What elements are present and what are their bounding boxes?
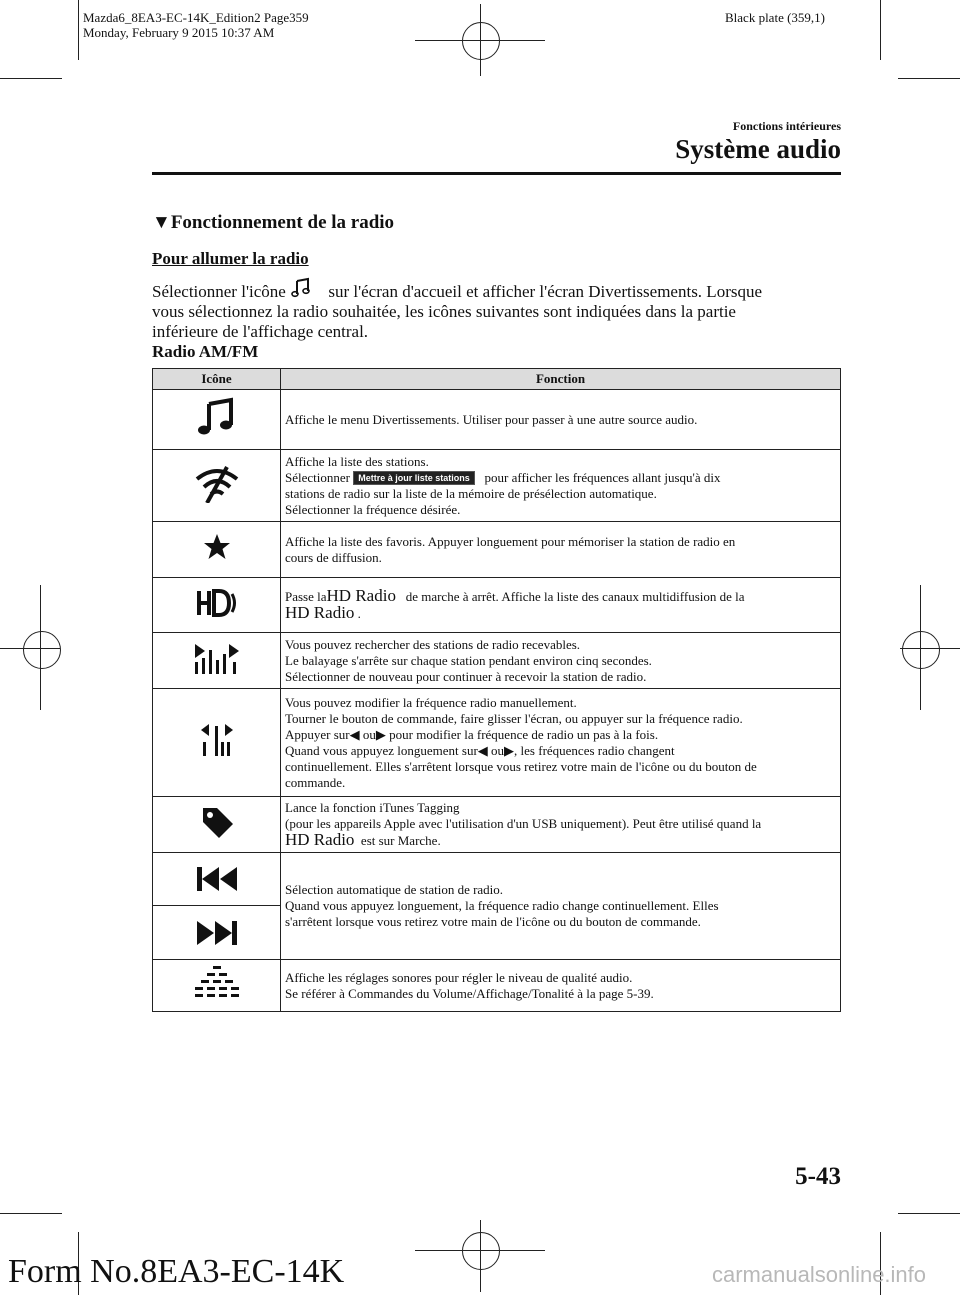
section-heading-text: Fonctionnement de la radio — [170, 212, 395, 233]
arrow-left-icon: ◀ — [349, 726, 360, 742]
desc-line: Affiche le menu Divertissements. Utiliser pour passer à une autre source audio. — [285, 411, 698, 427]
desc-line: (pour les appareils Apple avec l'utilisation d'un USB uniquement). Peut être utilisé quand la — [285, 816, 762, 831]
desc-line: Quand vous appuyez longuement, la fréquence radio change continuellement. Elles — [285, 898, 719, 913]
desc-prefix: Passe la — [285, 589, 327, 604]
desc-suffix: pour afficher les fréquences allant jusqu'à dix — [484, 469, 721, 485]
desc-line: Affiche les réglages sonores pour régler le niveau de qualité audio. — [285, 969, 633, 985]
table-row — [153, 689, 841, 797]
print-meta-date: Monday, February 9 2015 10:37 AM — [83, 25, 275, 40]
intro-text-a: Sélectionner l'icône — [152, 282, 286, 301]
desc-text: , les fréquences radio changent — [514, 742, 675, 758]
watermark: carmanualsonline.info — [712, 1262, 927, 1287]
desc-prefix: Sélectionner — [285, 469, 350, 485]
table-row — [153, 450, 841, 522]
desc-line: commande. — [285, 774, 346, 790]
section-marker: ▼ — [152, 212, 171, 233]
hd-radio-logo: HD Radio — [285, 603, 355, 622]
running-header-section: Fonctions intérieures — [732, 119, 841, 133]
desc-line: Vous pouvez rechercher des stations de radio recevables. — [285, 636, 581, 652]
desc-line: cours de diffusion. — [285, 549, 382, 565]
seek-forward-icon — [153, 906, 280, 959]
running-header-title: Système audio — [675, 134, 841, 164]
table-row — [153, 390, 841, 450]
table-header-row — [153, 369, 841, 390]
manual-tune-icon — [153, 689, 281, 797]
intro-text-line3: inférieure de l'affichage central. — [152, 322, 369, 341]
desc-line: continuellement. Elles s'arrêtent lorsque vous retirez votre main de l'icône ou du bouton de — [285, 758, 757, 774]
desc-line — [285, 727, 836, 743]
desc-line — [285, 470, 836, 486]
desc-line — [285, 743, 836, 759]
row-description — [281, 578, 841, 633]
desc-line: Tourner le bouton de commande, faire glisser l'écran, ou appuyer sur la fréquence radio. — [285, 710, 743, 726]
row-description — [281, 390, 841, 450]
table-row — [153, 578, 841, 633]
sound-settings-icon — [153, 960, 281, 1012]
desc-line: Affiche la liste des favoris. Appuyer longuement pour mémoriser la station de radio en — [285, 533, 736, 549]
desc-suffix: est sur Marche. — [360, 833, 441, 848]
row-description — [281, 853, 841, 960]
desc-line: Sélectionner la fréquence désirée. — [285, 501, 461, 517]
music-note-icon — [290, 277, 312, 299]
desc-line: Se référer à Commandes du Volume/Affichage/Tonalité à la page 5-39. — [285, 985, 654, 1001]
desc-line: Sélection automatique de station de radio. — [285, 882, 504, 897]
seek-back-icon — [153, 853, 280, 906]
print-meta-file: Mazda6_8EA3-EC-14K_Edition2 Page359 — [83, 10, 309, 25]
row-description — [281, 633, 841, 689]
seek-icons — [153, 853, 281, 960]
col-icon-header: Icône — [153, 369, 281, 390]
star-icon — [153, 522, 281, 578]
header-rule — [152, 172, 841, 175]
desc-line — [285, 605, 836, 622]
intro-text-b: sur l'écran d'accueil et afficher l'écran Divertissements. Lorsque — [328, 282, 763, 301]
update-station-list-button[interactable]: Mettre à jour liste stations — [353, 471, 475, 485]
mode-label: Radio AM/FM — [152, 342, 259, 361]
desc-middle: de marche à arrêt. Affiche la liste des canaux multidiffusion de la — [405, 589, 745, 604]
desc-text: Quand vous appuyez longuement sur — [285, 742, 478, 758]
hd-radio-icon — [153, 578, 281, 633]
arrow-right-icon: ▶ — [375, 726, 386, 742]
table-row — [153, 797, 841, 853]
print-meta — [83, 10, 309, 40]
form-number: Form No.8EA3-EC-14K — [8, 1253, 345, 1290]
tag-icon — [153, 797, 281, 853]
row-description — [281, 450, 841, 522]
desc-line: Sélectionner de nouveau pour continuer à recevoir la station de radio. — [285, 668, 647, 684]
intro-text-line2: vous sélectionnez la radio souhaitée, les icônes suivantes sont indiquées dans la partie — [152, 302, 736, 321]
table-row — [153, 633, 841, 689]
desc-line: Vous pouvez modifier la fréquence radio manuellement. — [285, 694, 577, 710]
row-description — [281, 960, 841, 1012]
desc-text: ou — [491, 742, 505, 758]
desc-line — [285, 832, 836, 849]
table-row — [153, 853, 841, 960]
subheading: Pour allumer la radio — [152, 249, 309, 268]
desc-line: s'arrêtent lorsque vous retirez votre main de l'icône ou du bouton de commande. — [285, 914, 701, 929]
desc-line: Affiche la liste des stations. — [285, 453, 429, 469]
hd-radio-logo: HD Radio — [285, 830, 355, 849]
station-list-icon — [153, 450, 281, 522]
arrow-left-icon: ◀ — [477, 742, 488, 758]
plate-label: Black plate (359,1) — [725, 10, 825, 25]
page-number: 5-43 — [795, 1163, 841, 1190]
row-description — [281, 797, 841, 853]
desc-suffix: . — [357, 606, 361, 621]
desc-line: stations de radio sur la liste de la mémoire de présélection automatique. — [285, 485, 657, 501]
desc-line — [285, 588, 836, 605]
table-row — [153, 960, 841, 1012]
desc-line: Lance la fonction iTunes Tagging — [285, 800, 460, 815]
table-row — [153, 522, 841, 578]
row-description — [281, 689, 841, 797]
section-heading — [152, 212, 394, 234]
row-description — [281, 522, 841, 578]
desc-text: pour modifier la fréquence de radio un pas à la fois. — [389, 726, 659, 742]
desc-line: Le balayage s'arrête sur chaque station pendant environ cinq secondes. — [285, 652, 652, 668]
scan-icon — [153, 633, 281, 689]
desc-text: ou — [362, 726, 376, 742]
arrow-right-icon: ▶ — [504, 742, 515, 758]
desc-text: Appuyer sur — [285, 726, 350, 742]
music-note-icon — [153, 390, 281, 450]
hd-radio-logo: HD Radio — [326, 586, 396, 605]
function-table — [152, 368, 841, 1012]
intro-paragraph — [152, 277, 852, 362]
col-function-header: Fonction — [281, 369, 841, 390]
